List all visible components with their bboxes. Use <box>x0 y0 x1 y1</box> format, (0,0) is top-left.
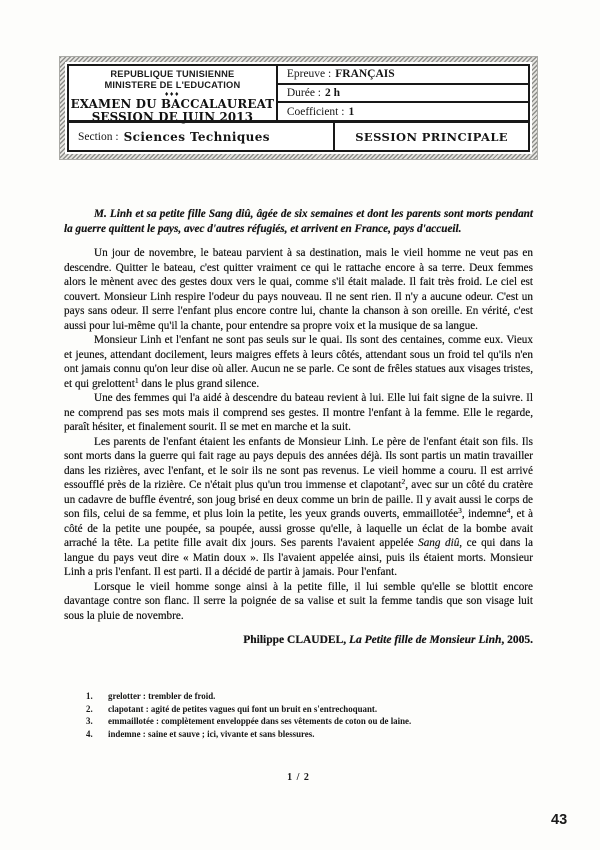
exam-header-box <box>59 56 538 160</box>
footnote-number: 2. <box>86 703 93 714</box>
text-paragraph: Les parents de l'enfant étaient les enfants de Monsieur Linh. Le père de l'enfant était son fils. Ils sont morts dans la guerre qui fait rage au pays depuis des années déjà. Ils sont partis un matin travailler dans les rizières, avec l'enfant, et le soir ils ne sont pas revenus. Le vieil homme a couru. Il est arrivé essoufflé près de la rizière. Ce n'était plus qu'un trou immense et clapotant$^2$, avec sur un côté du cratère un cadavre de buffle éventré, son joug brisé en deux comme un brin de paille. Il y avait aussi le corps de son fils, celui de sa femme, et plus loin la petite, les yeux grands ouverts, emmaillotée$^3$, indemne$^4$, et à côté de la petite une poupée, sa poupée, aussi grosse qu'elle, à laquelle un éclat de la bombe avait arraché la tête. La petite fille avait dix jours. Ses parents l'avaient appelée Sang diû, ce qui dans la langue du pays veut dire « Matin doux ». Ils l'avaient appelée ainsi, puis ils étaient morts. Monsieur Linh a pris l'enfant. Il est parti. Il a décidé de partir à jamais. Pour l'enfant. <box>64 435 534 578</box>
coefficient-label: Coefficient : <box>286 105 345 118</box>
coefficient-row <box>278 101 528 120</box>
intro-paragraph: M. Linh et sa petite fille Sang diû, âgée de six semaines et dont les parents sont morts pendant la guerre quittent le pays, avec d'autres réfugiés, et arrivent en France, pays d'accueil. <box>64 208 533 235</box>
epreuve-value: FRANÇAIS <box>335 68 395 81</box>
republic-line: REPUBLIQUE TUNISIENNE <box>110 69 235 79</box>
footnote-number: 1. <box>86 691 93 701</box>
source-attribution: Philippe CLAUDEL, La Petite fille de Monsieur Linh, 2005. <box>243 634 533 646</box>
text-paragraph: Lorsque le vieil homme songe ainsi à la petite fille, il lui semble qu'elle se blottit encore davantage contre son flanc. Il serre la poignée de sa valise et suit la femme tandis que son visage luit sous la pluie de novembre. <box>64 580 533 622</box>
footnote-item <box>86 690 526 703</box>
section-label: Section : <box>78 130 119 143</box>
exam-meta-cell <box>278 66 528 120</box>
section-cell <box>69 123 335 150</box>
duree-label: Durée : <box>286 87 322 99</box>
epreuve-label: Epreuve : <box>286 68 332 81</box>
session-principale-cell: SESSION PRINCIPALE <box>355 129 508 144</box>
header-table <box>67 64 530 152</box>
text-paragraph: Monsieur Linh et l'enfant ne sont pas seuls sur le quai. Ils sont des centaines, comme eux. Vieux et jeunes, attendant docilement, leurs maigres effets à leurs côtés, attendant sous un froid tel qu'ils n'en ont jamais connu qu'on leur dise où aller. Aucun ne se parle. Ce sont de frêles statues aux visages tristes, et qui grelottent$^1$ dans le plus grand silence. <box>64 334 533 390</box>
text-paragraph: Un jour de novembre, le bateau parvient à sa destination, mais le vieil homme ne veut pas en descendre. Quitter le bateau, c'est quitter vraiment ce qui le rattache encore à sa terre. Deux femmes alors le mènent avec des gestes doux vers le quai, comme s'il était malade. Il fait très froid. Le ciel est couvert. Monsieur Linh respire l'odeur du pays nouveau. Il ne sent rien. Il n'y a aucune odeur. C'est un pays sans odeur. Il serre l'enfant plus encore contre lui, chante la chanson à son oreille. En vérité, c'est aussi pour lui-même qu'il la chante, pour entendre sa propre voix et la musique de sa langue. <box>64 247 533 332</box>
footnote-text: indemne : saine et sauve ; ici, vivante et sans blessures. <box>108 728 315 739</box>
diamonds-ornament-icon: ♦♦♦ <box>164 90 181 98</box>
footnote-item <box>86 728 526 741</box>
footnote-number: 4. <box>86 728 93 739</box>
booklet-page-number: 43 <box>551 812 568 828</box>
reading-text-block <box>64 207 533 648</box>
footnote-text: clapotant : agité de petites vagues qui font un bruit en s'entrechoquant. <box>108 703 378 714</box>
header-bottom-row <box>69 120 528 150</box>
footnote-number: 3. <box>86 716 93 726</box>
duree-value: 2 h <box>325 87 341 99</box>
coefficient-value: 1 <box>348 105 355 118</box>
epreuve-row <box>278 66 528 83</box>
page-indicator: 1 / 2 <box>287 772 310 783</box>
issuing-authority-cell <box>69 66 278 124</box>
footnote-item <box>86 715 526 728</box>
footnotes-block <box>86 690 526 740</box>
header-frame-gap <box>65 62 532 154</box>
duree-row <box>278 83 528 102</box>
footnote-text: emmaillotée : complètement enveloppée dans ses vêtements de coton ou de laine. <box>108 716 412 726</box>
ministry-line: MINISTERE DE L'EDUCATION <box>104 79 241 90</box>
exam-session-line: SESSION DE JUIN 2013 <box>91 110 254 124</box>
exam-title-line: EXAMEN DU BACCALAUREAT <box>70 97 275 111</box>
section-value: Sciences Techniques <box>123 129 270 144</box>
footnote-item <box>86 703 526 716</box>
text-paragraph: Une des femmes qui l'a aidé à descendre du bateau revient à lui. Elle lui fait signe de la suivre. Il ne comprend pas ses mots mais il comprend ses gestes. Il montre l'enfant à la femme. Elle le regarde, paraît hésiter, et finalement sourit. Il se met en marche et la suit. <box>64 392 533 433</box>
header-top-row <box>69 66 528 124</box>
footnote-text: grelotter : trembler de froid. <box>108 691 216 701</box>
